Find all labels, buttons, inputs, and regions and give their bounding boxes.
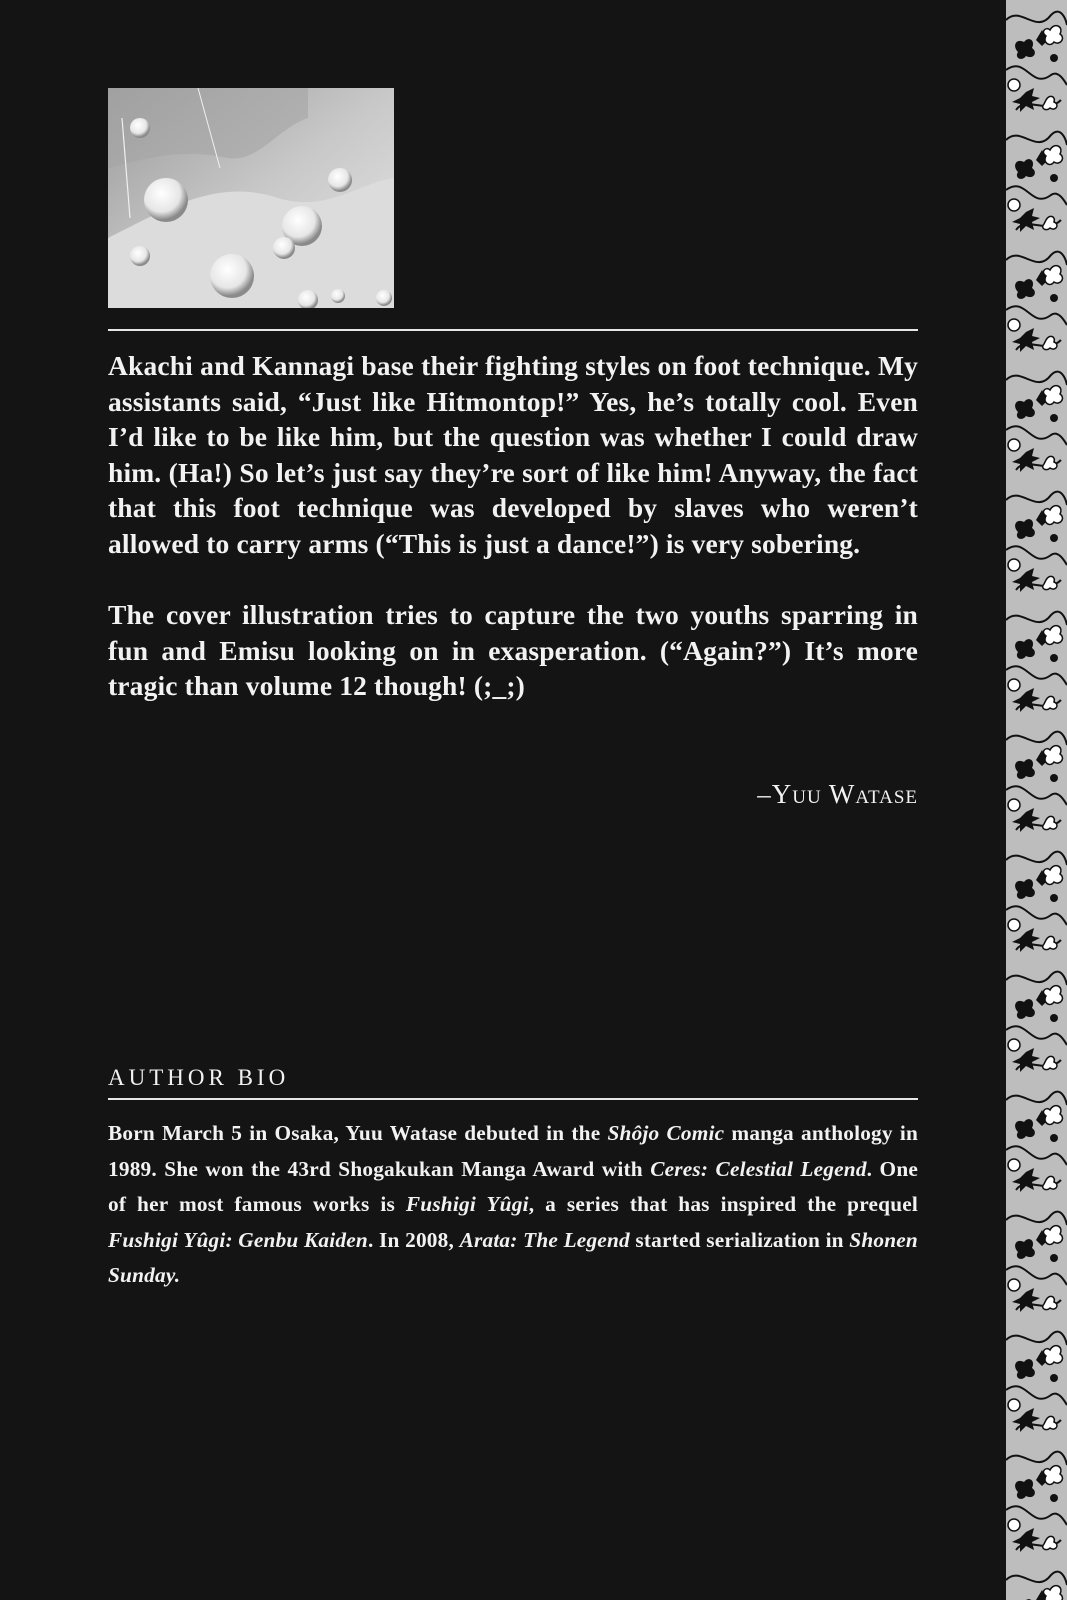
- bio-text-part: , a series that has inspired the prequel: [528, 1192, 919, 1217]
- bio-title-ceres: Ceres: Celestial Legend: [650, 1156, 867, 1181]
- bio-text-part: . In 2008,: [367, 1227, 460, 1252]
- author-signature: [108, 776, 918, 812]
- bio-divider: [108, 1098, 918, 1100]
- signature-dash: –: [757, 779, 772, 809]
- message-paragraph-2: The cover illustration tries to capture the two youths sparring in fun and Emisu looking on in exasperation. (“Again?”) It’s more tragic than volume 12 though! (;_;): [108, 599, 918, 702]
- author-photo-image: [108, 88, 394, 308]
- signature-name: Yuu Watase: [771, 779, 918, 809]
- floral-border-strip: [1006, 0, 1067, 1600]
- bio-text-part: . One of her most famous works is: [108, 1156, 919, 1217]
- floral-pattern-icon: [1006, 0, 1067, 1600]
- bio-title-shonen-sunday: Shonen Sunday.: [108, 1227, 918, 1288]
- author-bio-text: [108, 1116, 918, 1294]
- bio-text-part: Born March 5 in Osaka, Yuu Watase debuted in the: [108, 1121, 608, 1145]
- bio-title-genbu-kaiden: Fushigi Yûgi: Genbu Kaiden: [108, 1227, 368, 1252]
- author-bio-heading: AUTHOR BIO: [108, 1065, 290, 1090]
- bio-title-shojo-comic: Shôjo Comic: [607, 1121, 725, 1145]
- author-photo: [108, 88, 394, 308]
- bio-title-arata: Arata: The Legend: [459, 1227, 630, 1252]
- bio-title-fushigi-yugi: Fushigi Yûgi: [405, 1192, 529, 1217]
- author-message: [108, 348, 918, 704]
- bio-text-part: manga anthology in 1989. She won the 43rd Shogakukan Manga Award with: [108, 1121, 919, 1181]
- top-divider: [108, 329, 918, 331]
- message-paragraph-1: Akachi and Kannagi base their fighting styles on foot technique. My assistants said, “Just like Hitmontop!” Yes, he’s totally cool. Even I’d like to be like him, but the question was whether I could draw him. (Ha!) So let’s just say they’re sort of like him! Anyway, the fact that this foot technique was developed by slaves who weren’t allowed to carry arms (“This is just a dance!”) is very sobering.: [108, 350, 918, 559]
- bio-text-part: started serialization in: [629, 1227, 850, 1252]
